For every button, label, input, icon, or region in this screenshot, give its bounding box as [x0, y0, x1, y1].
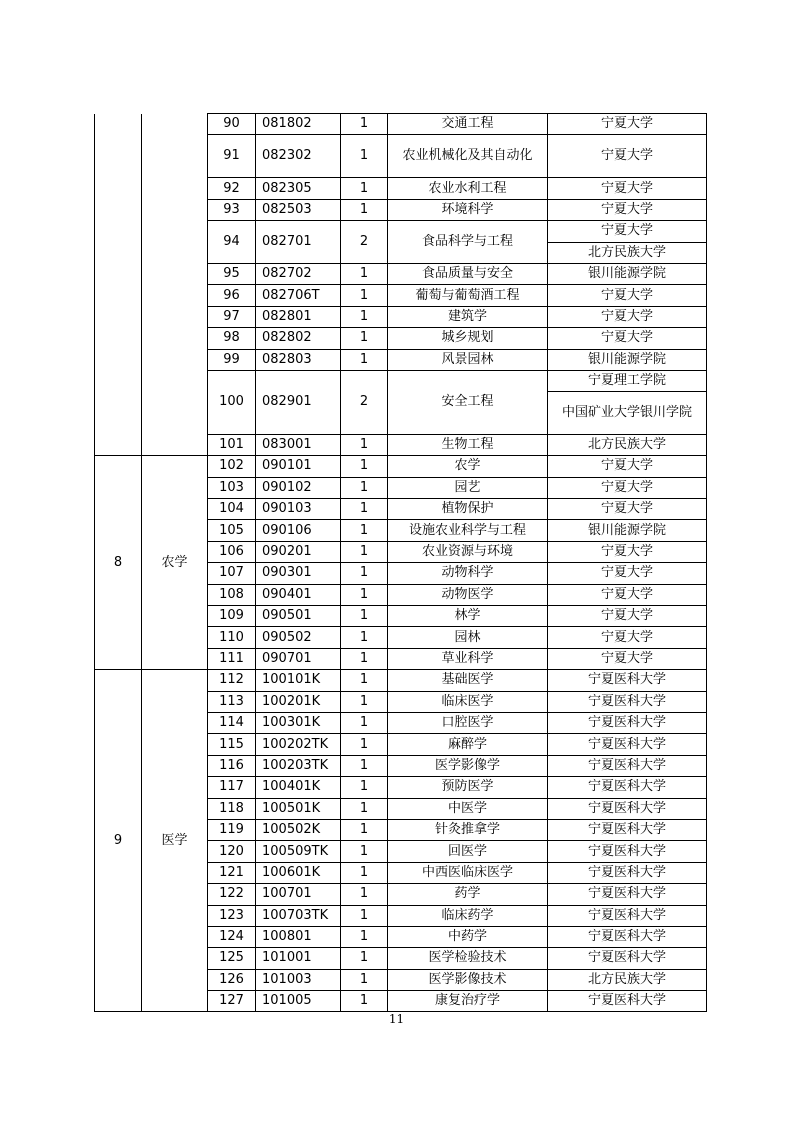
code-cell: 090501: [256, 606, 341, 627]
school-cell: 宁夏大学: [548, 499, 707, 520]
category-number: 8: [95, 456, 142, 670]
code-cell: 082302: [256, 135, 341, 178]
count-cell: 1: [341, 884, 388, 905]
major-cell: 食品科学与工程: [388, 221, 548, 264]
seq-cell: 96: [208, 285, 256, 306]
code-cell: 100701: [256, 884, 341, 905]
seq-cell: 101: [208, 434, 256, 455]
major-cell: 食品质量与安全: [388, 263, 548, 284]
code-cell: 082706T: [256, 285, 341, 306]
major-cell: 医学检验技术: [388, 948, 548, 969]
school-cell: 宁夏医科大学: [548, 905, 707, 926]
count-cell: 1: [341, 734, 388, 755]
count-cell: 2: [341, 221, 388, 264]
code-cell: 081802: [256, 114, 341, 135]
category-number: [95, 114, 142, 456]
code-cell: 100801: [256, 926, 341, 947]
seq-cell: 115: [208, 734, 256, 755]
school-cell: 银川能源学院: [548, 349, 707, 370]
count-cell: 1: [341, 178, 388, 199]
count-cell: 1: [341, 691, 388, 712]
major-cell: 针灸推拿学: [388, 819, 548, 840]
count-cell: 1: [341, 477, 388, 498]
count-cell: 1: [341, 434, 388, 455]
count-cell: 1: [341, 328, 388, 349]
seq-cell: 97: [208, 306, 256, 327]
count-cell: 1: [341, 306, 388, 327]
major-cell: 植物保护: [388, 499, 548, 520]
school-cell: 北方民族大学: [548, 969, 707, 990]
code-cell: 090106: [256, 520, 341, 541]
seq-cell: 98: [208, 328, 256, 349]
seq-cell: 118: [208, 798, 256, 819]
count-cell: 1: [341, 755, 388, 776]
code-cell: 082802: [256, 328, 341, 349]
seq-cell: 92: [208, 178, 256, 199]
major-cell: 草业科学: [388, 648, 548, 669]
code-cell: 101005: [256, 991, 341, 1012]
count-cell: 1: [341, 135, 388, 178]
code-cell: 082901: [256, 370, 341, 434]
seq-cell: 113: [208, 691, 256, 712]
category-name: 农学: [142, 456, 208, 670]
code-cell: 090502: [256, 627, 341, 648]
major-cell: 林学: [388, 606, 548, 627]
school-cell: 宁夏大学: [548, 563, 707, 584]
count-cell: 1: [341, 563, 388, 584]
school-cell: 宁夏大学: [548, 221, 707, 242]
school-cell: 宁夏医科大学: [548, 670, 707, 691]
school-cell: 宁夏大学: [548, 584, 707, 605]
count-cell: 1: [341, 926, 388, 947]
school-cell: 宁夏大学: [548, 114, 707, 135]
seq-cell: 108: [208, 584, 256, 605]
major-cell: 医学影像学: [388, 755, 548, 776]
school-cell: 中国矿业大学银川学院: [548, 391, 707, 434]
major-cell: 农业水利工程: [388, 178, 548, 199]
school-cell: 宁夏医科大学: [548, 884, 707, 905]
count-cell: 1: [341, 541, 388, 562]
seq-cell: 119: [208, 819, 256, 840]
code-cell: 100201K: [256, 691, 341, 712]
major-cell: 口腔医学: [388, 712, 548, 733]
major-cell: 医学影像技术: [388, 969, 548, 990]
major-cell: 临床药学: [388, 905, 548, 926]
school-cell: 宁夏医科大学: [548, 755, 707, 776]
school-cell: 宁夏医科大学: [548, 841, 707, 862]
count-cell: 1: [341, 905, 388, 926]
code-cell: 082702: [256, 263, 341, 284]
count-cell: 1: [341, 670, 388, 691]
code-cell: 100509TK: [256, 841, 341, 862]
category-name: [142, 114, 208, 456]
seq-cell: 95: [208, 263, 256, 284]
school-cell: 宁夏医科大学: [548, 734, 707, 755]
count-cell: 1: [341, 648, 388, 669]
code-cell: 082801: [256, 306, 341, 327]
seq-cell: 103: [208, 477, 256, 498]
school-cell: 宁夏大学: [548, 135, 707, 178]
school-cell: 宁夏医科大学: [548, 712, 707, 733]
school-cell: 北方民族大学: [548, 242, 707, 263]
code-cell: 101001: [256, 948, 341, 969]
count-cell: 1: [341, 285, 388, 306]
code-cell: 100101K: [256, 670, 341, 691]
major-cell: 预防医学: [388, 777, 548, 798]
majors-table: [94, 113, 707, 1012]
count-cell: 1: [341, 991, 388, 1012]
seq-cell: 127: [208, 991, 256, 1012]
code-cell: 101003: [256, 969, 341, 990]
page-number: 11: [388, 1012, 405, 1026]
count-cell: 1: [341, 862, 388, 883]
major-cell: 建筑学: [388, 306, 548, 327]
major-cell: 中西医临床医学: [388, 862, 548, 883]
school-cell: 宁夏大学: [548, 541, 707, 562]
seq-cell: 120: [208, 841, 256, 862]
code-cell: 090103: [256, 499, 341, 520]
seq-cell: 114: [208, 712, 256, 733]
code-cell: 090701: [256, 648, 341, 669]
school-cell: 宁夏医科大学: [548, 819, 707, 840]
school-cell: 宁夏医科大学: [548, 948, 707, 969]
major-cell: 动物医学: [388, 584, 548, 605]
major-cell: 基础医学: [388, 670, 548, 691]
table-row: [95, 670, 707, 691]
school-cell: 宁夏医科大学: [548, 798, 707, 819]
seq-cell: 93: [208, 199, 256, 220]
seq-cell: 117: [208, 777, 256, 798]
code-cell: 082305: [256, 178, 341, 199]
seq-cell: 121: [208, 862, 256, 883]
major-cell: 中医学: [388, 798, 548, 819]
seq-cell: 124: [208, 926, 256, 947]
seq-cell: 105: [208, 520, 256, 541]
code-cell: 100601K: [256, 862, 341, 883]
code-cell: 090101: [256, 456, 341, 477]
major-cell: 设施农业科学与工程: [388, 520, 548, 541]
code-cell: 100502K: [256, 819, 341, 840]
seq-cell: 110: [208, 627, 256, 648]
table-row: [95, 456, 707, 477]
seq-cell: 112: [208, 670, 256, 691]
count-cell: 1: [341, 263, 388, 284]
school-cell: 宁夏医科大学: [548, 991, 707, 1012]
major-cell: 康复治疗学: [388, 991, 548, 1012]
school-cell: 宁夏医科大学: [548, 777, 707, 798]
major-cell: 交通工程: [388, 114, 548, 135]
count-cell: 1: [341, 798, 388, 819]
major-cell: 生物工程: [388, 434, 548, 455]
major-cell: 中药学: [388, 926, 548, 947]
school-cell: 宁夏医科大学: [548, 926, 707, 947]
major-cell: 临床医学: [388, 691, 548, 712]
seq-cell: 107: [208, 563, 256, 584]
code-cell: 083001: [256, 434, 341, 455]
seq-cell: 91: [208, 135, 256, 178]
seq-cell: 126: [208, 969, 256, 990]
count-cell: 1: [341, 819, 388, 840]
code-cell: 100301K: [256, 712, 341, 733]
school-cell: 宁夏大学: [548, 477, 707, 498]
major-cell: 药学: [388, 884, 548, 905]
count-cell: 2: [341, 370, 388, 434]
seq-cell: 94: [208, 221, 256, 264]
school-cell: 银川能源学院: [548, 520, 707, 541]
school-cell: 宁夏大学: [548, 306, 707, 327]
seq-cell: 123: [208, 905, 256, 926]
school-cell: 宁夏大学: [548, 178, 707, 199]
seq-cell: 111: [208, 648, 256, 669]
code-cell: 090301: [256, 563, 341, 584]
code-cell: 100202TK: [256, 734, 341, 755]
count-cell: 1: [341, 777, 388, 798]
seq-cell: 125: [208, 948, 256, 969]
major-cell: 回医学: [388, 841, 548, 862]
major-cell: 园林: [388, 627, 548, 648]
major-cell: 安全工程: [388, 370, 548, 434]
school-cell: 宁夏大学: [548, 456, 707, 477]
school-cell: 北方民族大学: [548, 434, 707, 455]
major-cell: 麻醉学: [388, 734, 548, 755]
school-cell: 宁夏大学: [548, 606, 707, 627]
count-cell: 1: [341, 456, 388, 477]
major-cell: 城乡规划: [388, 328, 548, 349]
seq-cell: 104: [208, 499, 256, 520]
code-cell: 100501K: [256, 798, 341, 819]
school-cell: 宁夏大学: [548, 199, 707, 220]
code-cell: 082803: [256, 349, 341, 370]
major-cell: 葡萄与葡萄酒工程: [388, 285, 548, 306]
code-cell: 090401: [256, 584, 341, 605]
major-cell: 动物科学: [388, 563, 548, 584]
seq-cell: 99: [208, 349, 256, 370]
seq-cell: 102: [208, 456, 256, 477]
count-cell: 1: [341, 627, 388, 648]
category-number: 9: [95, 670, 142, 1012]
table-body: [95, 114, 707, 1012]
seq-cell: 116: [208, 755, 256, 776]
major-cell: 环境科学: [388, 199, 548, 220]
major-cell: 园艺: [388, 477, 548, 498]
major-cell: 风景园林: [388, 349, 548, 370]
school-cell: 宁夏大学: [548, 328, 707, 349]
count-cell: 1: [341, 841, 388, 862]
seq-cell: 122: [208, 884, 256, 905]
code-cell: 082503: [256, 199, 341, 220]
school-cell: 宁夏大学: [548, 627, 707, 648]
code-cell: 100401K: [256, 777, 341, 798]
seq-cell: 106: [208, 541, 256, 562]
seq-cell: 90: [208, 114, 256, 135]
major-cell: 农业机械化及其自动化: [388, 135, 548, 178]
major-cell: 农学: [388, 456, 548, 477]
code-cell: 090102: [256, 477, 341, 498]
category-name: 医学: [142, 670, 208, 1012]
count-cell: 1: [341, 199, 388, 220]
count-cell: 1: [341, 969, 388, 990]
school-cell: 宁夏大学: [548, 285, 707, 306]
school-cell: 宁夏医科大学: [548, 691, 707, 712]
count-cell: 1: [341, 520, 388, 541]
count-cell: 1: [341, 349, 388, 370]
seq-cell: 109: [208, 606, 256, 627]
major-cell: 农业资源与环境: [388, 541, 548, 562]
seq-cell: 100: [208, 370, 256, 434]
count-cell: 1: [341, 606, 388, 627]
code-cell: 082701: [256, 221, 341, 264]
count-cell: 1: [341, 584, 388, 605]
school-cell: 银川能源学院: [548, 263, 707, 284]
count-cell: 1: [341, 114, 388, 135]
table-row: [95, 114, 707, 135]
count-cell: 1: [341, 499, 388, 520]
count-cell: 1: [341, 712, 388, 733]
code-cell: 100203TK: [256, 755, 341, 776]
count-cell: 1: [341, 948, 388, 969]
code-cell: 100703TK: [256, 905, 341, 926]
school-cell: 宁夏大学: [548, 648, 707, 669]
code-cell: 090201: [256, 541, 341, 562]
school-cell: 宁夏医科大学: [548, 862, 707, 883]
school-cell: 宁夏理工学院: [548, 370, 707, 391]
